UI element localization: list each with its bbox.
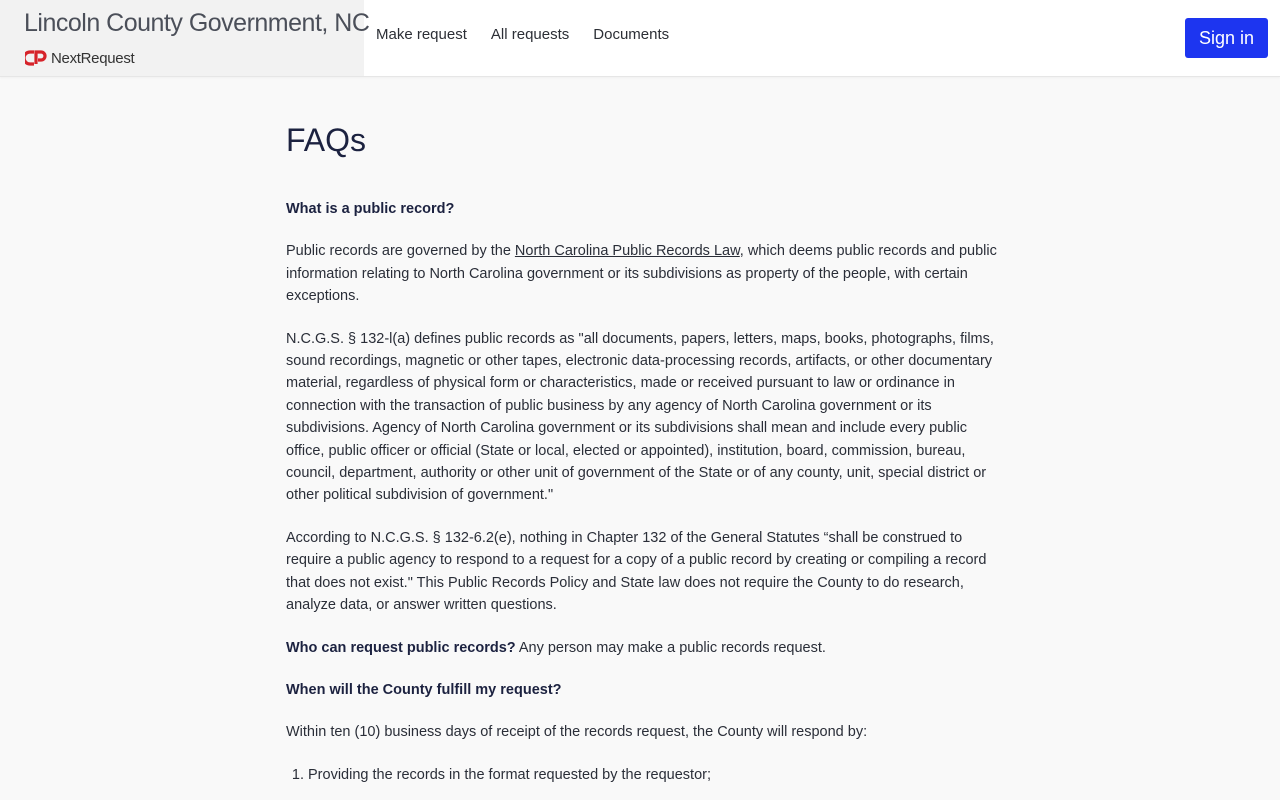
fulfillment-list (286, 764, 998, 786)
faq-answer-paragraph: According to N.C.G.S. § 132-6.2(e), nothing in Chapter 132 of the General Statutes “shall be construed to require a public agency to respond to a request for a copy of a public record by creating or compiling a record that does not exist." This Public Records Policy and State law does not require the County to do research, analyze data, or answer written questions. (286, 529, 987, 614)
faq-answer-paragraph: N.C.G.S. § 132-l(a) defines public records as "all documents, papers, letters, maps, books, photographs, films, sound recordings, magnetic or other tapes, electronic data-processing records, artifacts, or other documentary material, regardless of physical form or characteristics, made or received pursuant to law or ordinance in connection with the transaction of public business by any agency of North Carolina government or its subdivisions. Agency of North Carolina government or its subdivisions shall mean and include every public office, public officer or official (State or local, elected or appointed), institution, board, commission, bureau, council, department, authority or other unit of government of the State or of any county, unit, special district or other political subdivision of government." (286, 330, 994, 504)
answer-text: , which deems public records and public information relating to North Carolina government or its subdivisions as property of the people, with certain exceptions. (286, 243, 997, 305)
top-header (0, 0, 1280, 77)
sign-in-button[interactable]: Sign in (1185, 18, 1268, 58)
nextrequest-logo[interactable] (25, 48, 134, 68)
faq-question (286, 679, 998, 701)
question-text: Who can request public records? (286, 639, 516, 656)
nextrequest-label: NextRequest (51, 49, 135, 67)
main-nav (376, 26, 693, 43)
page-title: FAQs (286, 122, 367, 158)
answer-text: Any person may make a public records request. (515, 639, 826, 656)
faq-question-inline (286, 637, 998, 659)
question-text: When will the County fulfill my request? (286, 681, 562, 698)
list-item: 1. Providing the records in the format requested by the requestor; (308, 764, 998, 786)
nextrequest-logo-icon (25, 50, 47, 66)
nc-public-records-law-link[interactable]: North Carolina Public Records Law (514, 243, 740, 260)
faq-answer-paragraph (286, 240, 998, 307)
faq-content (286, 120, 998, 796)
question-text: What is a public record? (286, 201, 455, 217)
answer-text: Public records are governed by the (286, 243, 515, 260)
agency-name[interactable]: Lincoln County Government, NC (24, 9, 370, 37)
brand-area[interactable] (0, 0, 370, 76)
faq-answer-paragraph: Within ten (10) business days of receipt of the records request, the County will respond by: (286, 724, 868, 741)
nav-documents[interactable]: Documents (593, 26, 670, 43)
faq-question (286, 198, 998, 220)
nav-make-request[interactable]: Make request (376, 26, 467, 43)
nav-all-requests[interactable]: All requests (490, 26, 570, 43)
